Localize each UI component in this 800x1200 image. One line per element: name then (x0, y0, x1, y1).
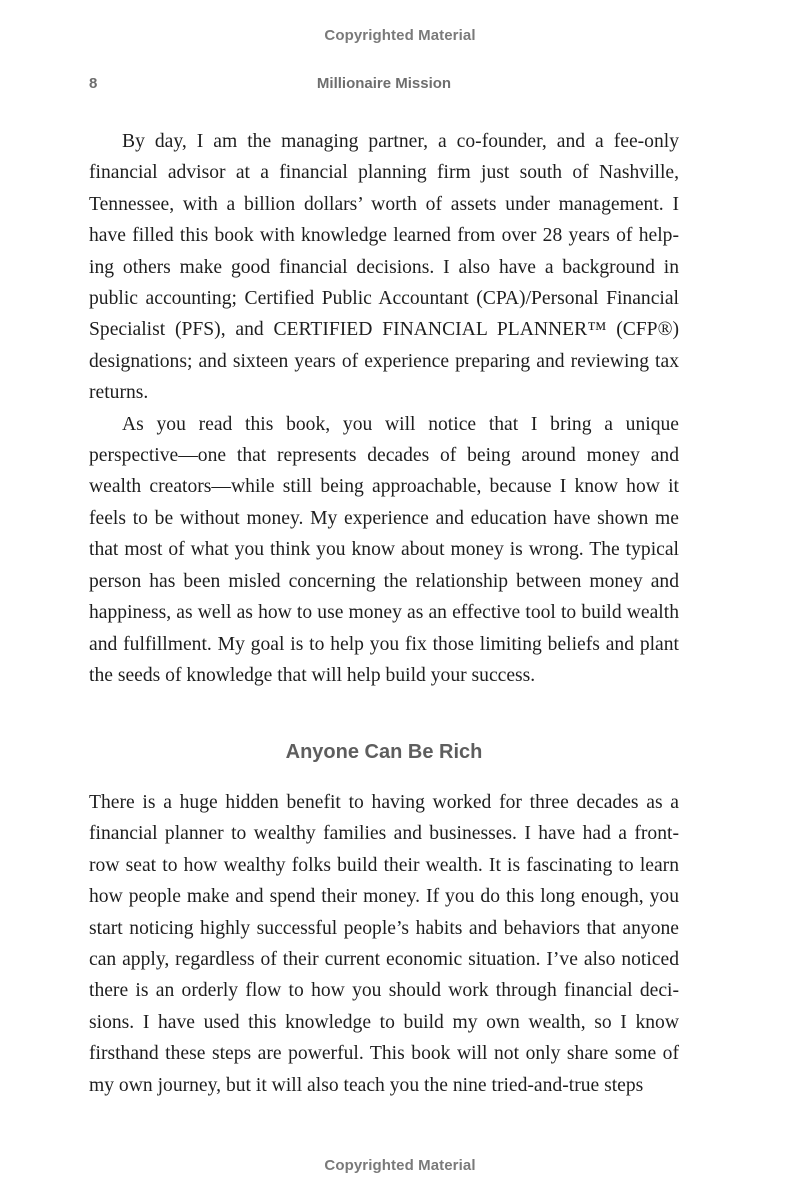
paragraph-hidden-benefit: There is a huge hidden benefit to having worked for three decades as a financial planner to wealthy families and businesses. I have had a front-row seat to how wealthy folks build their wealth. It is fascinating to learn how people make and spend their money. If you do this long enough, you start noticing highly successful people’s habits and behaviors that anyone can apply, regardless of their current economic situation. I’ve also noticed there is an orderly flow to how you should work through financial decisions. I have used this knowledge to build my own wealth, so I know firsthand these steps are powerful. This book will not only share some of my own journey, but it will also teach you the nine tried-and-true steps (89, 792, 679, 1096)
copyright-watermark-top: Copyrighted Material (324, 27, 476, 44)
paragraph-unique-perspective: As you read this book, you will notice that I bring a unique perspective—one that represents decades of being around money and wealth creators—while still being approachable, because I know how it feels to be without money. My experience and education have shown me that most of what you think you know about money is wrong. The typical person has been misled concerning the relationship between money and happiness, as well as how to use money as an effective tool to build wealth and fulfillment. My goal is to help you fix those limiting beliefs and plant the seeds of knowledge that will help build your success. (89, 413, 679, 686)
page-number: 8 (89, 75, 98, 92)
intro-text-block (89, 126, 679, 691)
copyright-watermark-bottom: Copyrighted Material (324, 1157, 476, 1174)
paragraph-advisor-background: By day, I am the managing partner, a co-founder, and a fee-only financial advisor at a financial planning firm just south of Nashville, Tennessee, with a billion dollars’ worth of assets under management. I have filled this book with knowledge learned from over 28 years of helping others make good financial decisions. I also have a background in public accounting; Certified Public Accountant (CPA)/Personal Financial Specialist (PFS), and CERTIFIED FINANCIAL PLANNER™ (CFP®) designations; and sixteen years of experience preparing and reviewing tax returns. (89, 131, 679, 404)
section-heading: Anyone Can Be Rich (285, 741, 483, 763)
running-title: Millionaire Mission (316, 75, 452, 92)
running-header (89, 75, 679, 95)
section-text-block (89, 787, 679, 1101)
